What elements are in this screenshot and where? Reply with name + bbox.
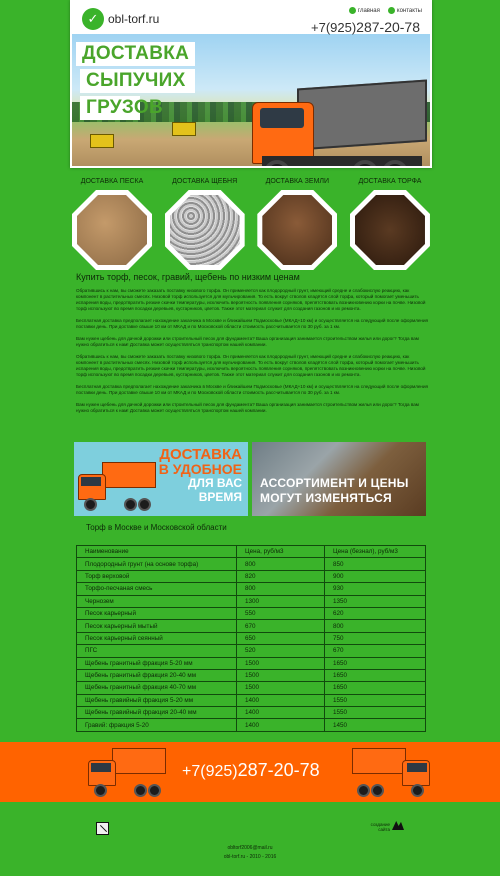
promo-banners bbox=[74, 442, 426, 516]
price-cell: 1400 bbox=[237, 707, 325, 719]
product-name-cell: Гравий: фракция 5-20 bbox=[77, 719, 237, 731]
dump-truck-image bbox=[78, 462, 156, 512]
table-row bbox=[77, 632, 426, 644]
banner-text: АССОРТИМЕНТ И ЦЕНЫ МОГУТ ИЗМЕНЯТЬСЯ bbox=[260, 476, 409, 505]
product-name-cell: Щебень гравийный фракция 5-20 мм bbox=[77, 694, 237, 706]
paragraph: Вам нужен щебень для дачной дорожки или строительный песок для фундамента? Ваша организация занимается строительством жилья или дорог? Тогда вам нужно обратиться к нам! Доставка может осуществляться транспортом нашей компании. bbox=[76, 402, 419, 413]
column-header: Цена, руб/м3 bbox=[237, 546, 325, 558]
category-soil[interactable]: ДОСТАВКА ЗЕМЛИ bbox=[255, 178, 339, 270]
slogan-line: ГРУЗОВ bbox=[80, 96, 140, 120]
price-cell: 800 bbox=[237, 558, 325, 570]
soil-image[interactable] bbox=[262, 195, 332, 265]
price-cell: 1650 bbox=[325, 682, 426, 694]
category-list bbox=[70, 178, 432, 270]
slogan-line: СЫПУЧИХ bbox=[80, 69, 195, 93]
footer-phone[interactable]: +7(925)287-20-78 bbox=[182, 760, 320, 780]
delivery-time-banner[interactable] bbox=[74, 442, 248, 516]
product-name-cell: Песок карьерный сеянный bbox=[77, 632, 237, 644]
dump-truck-image bbox=[352, 748, 430, 798]
table-row bbox=[77, 583, 426, 595]
price-cell: 930 bbox=[325, 583, 426, 595]
price-cell: 620 bbox=[325, 607, 426, 619]
banner-text: ДОСТАВКА В УДОБНОЕ ДЛЯ ВАС ВРЕМЯ bbox=[158, 446, 242, 504]
price-cell: 800 bbox=[237, 583, 325, 595]
header-phone[interactable]: +7(925)287-20-78 bbox=[311, 19, 420, 35]
product-name-cell: Щебень гранитный фракция 5-20 мм bbox=[77, 657, 237, 669]
nav-link-home[interactable]: главная bbox=[349, 7, 380, 14]
logo-leaf-icon[interactable]: ✓ bbox=[82, 8, 104, 30]
table-row bbox=[77, 669, 426, 681]
price-cell: 1550 bbox=[325, 707, 426, 719]
slogan-line: ДОСТАВКА bbox=[76, 42, 195, 66]
paragraph: Бесплатная доставка предполагает нахождение заказчика в Москве и ближайшем Подмосковье (МКАД+10 км) и осуществляется на следующий после оформления поставки день. При доставке свыше 10 км от МКАД и по Московской области стоимость рассчитывается по 30 руб. за 1 км. bbox=[76, 318, 429, 329]
price-cell: 650 bbox=[237, 632, 325, 644]
price-cell: 900 bbox=[325, 570, 426, 582]
price-cell: 670 bbox=[237, 620, 325, 632]
table-row bbox=[77, 607, 426, 619]
column-header: Цена (безнал), руб/м3 bbox=[325, 546, 426, 558]
excavator-image bbox=[172, 122, 196, 136]
hero-slogan bbox=[76, 42, 195, 120]
table-row bbox=[77, 558, 426, 570]
sand-image[interactable] bbox=[77, 195, 147, 265]
table-row bbox=[77, 570, 426, 582]
price-cell: 850 bbox=[325, 558, 426, 570]
home-icon bbox=[349, 7, 356, 14]
table-row bbox=[77, 645, 426, 657]
price-cell: 820 bbox=[237, 570, 325, 582]
excavator-image bbox=[90, 134, 114, 148]
site-credit[interactable]: создание сайта bbox=[370, 822, 390, 832]
price-cell: 1300 bbox=[237, 595, 325, 607]
table-row bbox=[77, 595, 426, 607]
price-cell: 1350 bbox=[325, 595, 426, 607]
table-row bbox=[77, 694, 426, 706]
developer-logo-icon[interactable] bbox=[392, 821, 404, 830]
gravel-image[interactable] bbox=[170, 195, 240, 265]
price-cell: 1500 bbox=[237, 682, 325, 694]
top-nav bbox=[349, 7, 422, 14]
peat-image[interactable] bbox=[355, 195, 425, 265]
price-cell: 800 bbox=[325, 620, 426, 632]
price-table-title: Торф в Москве и Московской области bbox=[86, 523, 227, 532]
paragraph: Обратившись к нам, вы сможете заказать поставку низового торфа. Он применяется как плодородный грунт, имеющий средне и слабокислую реакцию, как компонент в растительных смесях. Низовой торф используется для мульчирования. То есть вокруг стволов кладётся слой торфа, который помогает уменьшить испарения воды, предотвратить резкие скачки температуры, исключить вероятность появления сорняков, препятствовать возникновению корки на почве. Низовой торф используют во время посадки деревьев, кустарников, цветов. Также этот материал служит для создания газонов и их ремонта. bbox=[76, 288, 426, 311]
price-cell: 1400 bbox=[237, 694, 325, 706]
dump-truck-image bbox=[88, 748, 166, 798]
column-header: Наименование bbox=[77, 546, 237, 558]
footer-copyright: obl-torf.ru - 2010 - 2016 bbox=[223, 854, 277, 860]
footer-email[interactable]: obltorf2006@mail.ru bbox=[227, 845, 273, 851]
table-row bbox=[77, 719, 426, 731]
nav-link-contacts[interactable]: контакты bbox=[388, 7, 422, 14]
price-cell: 1650 bbox=[325, 657, 426, 669]
page-heading: Купить торф, песок, гравий, щебень по низким ценам bbox=[76, 272, 300, 282]
table-body bbox=[77, 558, 426, 731]
price-cell: 550 bbox=[237, 607, 325, 619]
price-cell: 1650 bbox=[325, 669, 426, 681]
table-row bbox=[77, 682, 426, 694]
product-name-cell: ПГС bbox=[77, 645, 237, 657]
product-name-cell: Плодородный грунт (на основе торфа) bbox=[77, 558, 237, 570]
header bbox=[70, 0, 432, 168]
table-header-row bbox=[77, 546, 426, 558]
dump-truck-image bbox=[242, 84, 427, 168]
product-name-cell: Торф верховой bbox=[77, 570, 237, 582]
price-table bbox=[76, 545, 426, 732]
paragraph: Бесплатная доставка предполагает нахождение заказчика в Москве и ближайшем Подмосковье (МКАД+10 км) и осуществляется на следующий после оформления поставки день. При доставке свыше 10 км от МКАД и по Московской области стоимость рассчитывается по 30 руб. за 1 км. bbox=[76, 384, 429, 395]
product-name-cell: Чернозем bbox=[77, 595, 237, 607]
category-gravel[interactable]: ДОСТАВКА ЩЕБНЯ bbox=[163, 178, 247, 270]
price-cell: 1500 bbox=[237, 657, 325, 669]
broken-image-icon[interactable] bbox=[96, 822, 109, 835]
category-peat[interactable]: ДОСТАВКА ТОРФА bbox=[348, 178, 432, 270]
paragraph: Обратившись к нам, вы сможете заказать поставку низового торфа. Он применяется как плодородный грунт, имеющий средне и слабокислую реакцию, как компонент в растительных смесях. Низовой торф используется для мульчирования. То есть вокруг стволов кладётся слой торфа, который помогает уменьшить испарения воды, предотвратить резкие скачки температуры, исключить вероятность появления сорняков, препятствовать возникновению корки на почве. Низовой торф используют во время посадки деревьев, кустарников, цветов. Также этот материал служит для создания газонов и их ремонта. bbox=[76, 354, 426, 377]
product-name-cell: Песок карьерный мытый bbox=[77, 620, 237, 632]
product-name-cell: Щебень гранитный фракция 40-70 мм bbox=[77, 682, 237, 694]
price-cell: 1500 bbox=[237, 669, 325, 681]
table-row bbox=[77, 707, 426, 719]
product-name-cell: Торфо-песчаная смесь bbox=[77, 583, 237, 595]
product-name-cell: Песок карьерный bbox=[77, 607, 237, 619]
price-cell: 1550 bbox=[325, 694, 426, 706]
category-sand[interactable]: ДОСТАВКА ПЕСКА bbox=[70, 178, 154, 270]
price-cell: 520 bbox=[237, 645, 325, 657]
product-name-cell: Щебень гранитный фракция 20-40 мм bbox=[77, 669, 237, 681]
product-name-cell: Щебень гравийный фракция 20-40 мм bbox=[77, 707, 237, 719]
price-cell: 670 bbox=[325, 645, 426, 657]
price-cell: 1450 bbox=[325, 719, 426, 731]
mail-icon bbox=[388, 7, 395, 14]
table-row bbox=[77, 657, 426, 669]
logo-text[interactable]: obl-torf.ru bbox=[108, 12, 160, 26]
paragraph: Вам нужен щебень для дачной дорожки или строительный песок для фундамента? Ваша организация занимается строительством жилья или дорог? Тогда вам нужно обратиться к нам! Доставка может осуществляться транспортом нашей компании. bbox=[76, 336, 419, 347]
phone-strip bbox=[0, 742, 500, 802]
price-cell: 1400 bbox=[237, 719, 325, 731]
main-content bbox=[76, 272, 428, 420]
price-cell: 750 bbox=[325, 632, 426, 644]
table-row bbox=[77, 620, 426, 632]
assortment-banner[interactable] bbox=[252, 442, 426, 516]
